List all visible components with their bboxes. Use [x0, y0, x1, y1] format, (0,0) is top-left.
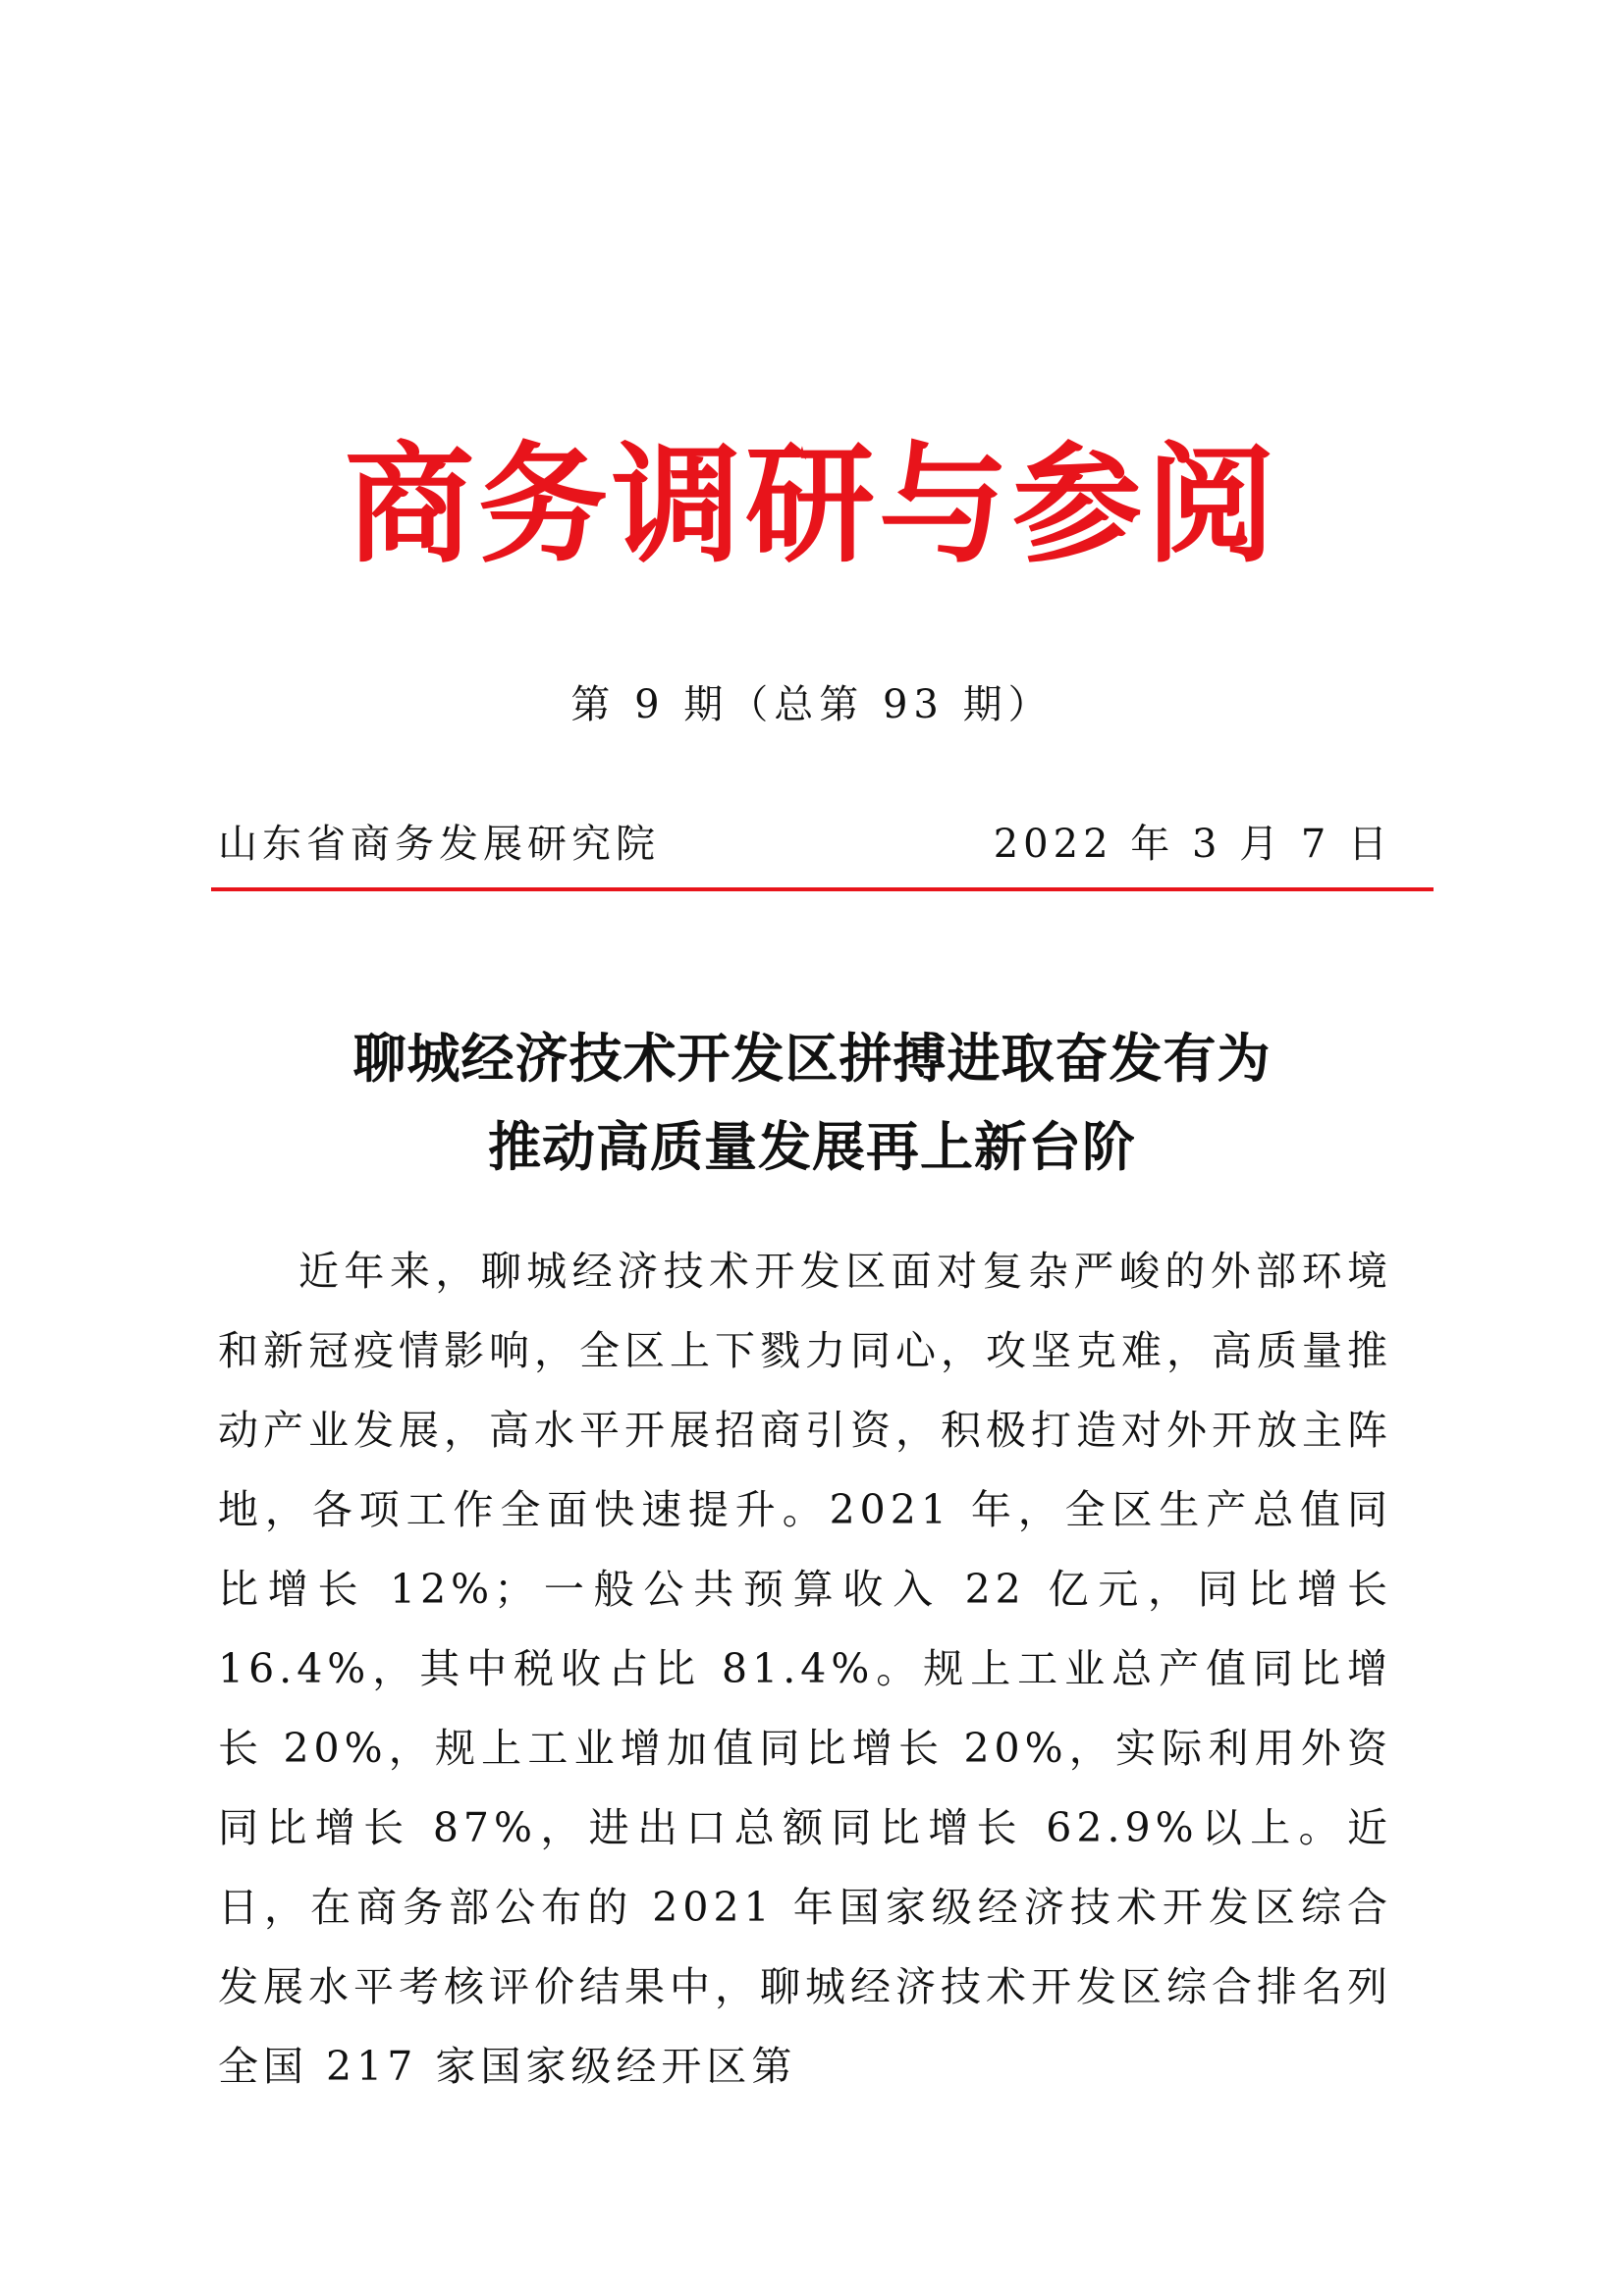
- header-divider: [211, 887, 1434, 891]
- publication-date: 2022 年 3 月 7 日: [993, 822, 1392, 867]
- article-title-line-2: 推动高质量发展再上新台阶: [488, 1116, 1136, 1178]
- publication-title: 商务调研与参阅: [345, 430, 1279, 581]
- issue-number: 第 9 期（总第 93 期）: [570, 682, 1054, 727]
- article-paragraph: 近年来，聊城经济技术开发区面对复杂严峻的外部环境和新冠疫情影响，全区上下戮力同心，攻坚克难，高质量推动产业发展，高水平开展招商引资，积极打造对外开放主阵地，各项工作全面快速提升。2021 年，全区生产总值同比增长 12%；一般公共预算收入 22 亿元，同比增长 16.4%，其中税收占比 81.4%。规上工业总产值同比增长 20%，规上工业增加值同比增长 20%，实际利用外资同比增长 87%，进出口总额同比增长 62.9%以上。近日，在商务部公布的 2021 年国家级经济技术开发区综合发展水平考核评价结果中，聊城经济技术开发区综合排名列全国 217 家国家级经开区第: [218, 1248, 1392, 2090]
- publisher-name: 山东省商务发展研究院: [218, 822, 660, 867]
- article-title: [0, 1015, 1624, 1192]
- article-title-line-1: 聊城经济技术开发区拼搏进取奋发有为: [352, 1028, 1272, 1090]
